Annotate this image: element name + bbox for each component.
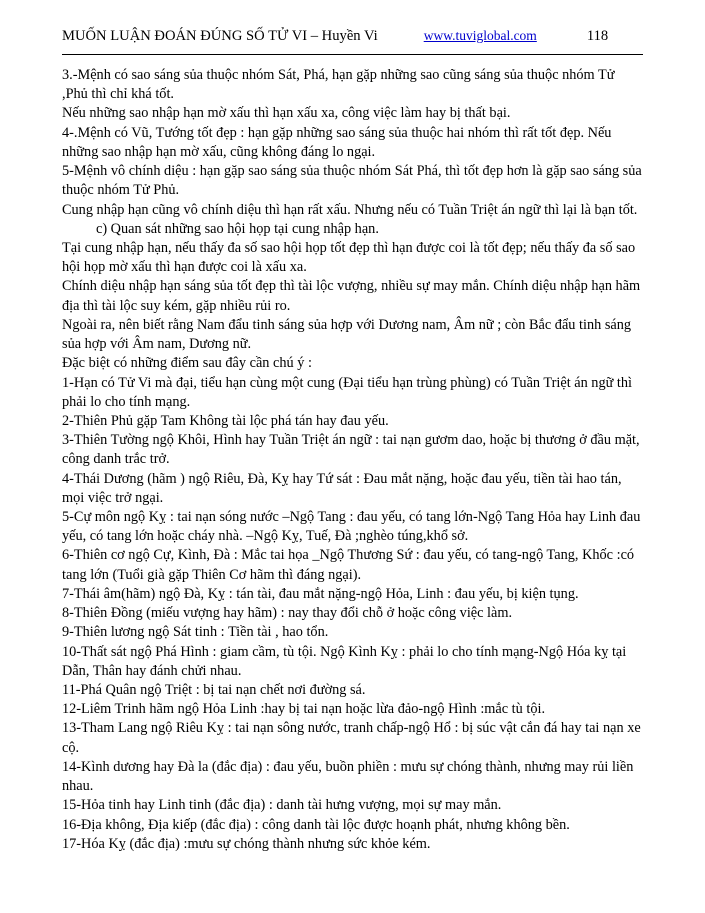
page-header (62, 20, 643, 45)
paragraph: 1-Hạn có Tử Vi mà đại, tiểu hạn cùng một cung (Đại tiểu hạn trùng phùng) có Tuần Triệt án ngữ thì phải lo cho tính mạng. (62, 374, 633, 410)
paragraph: 11-Phá Quân ngộ Triệt : bị tai nạn chết nơi đường sá. (62, 682, 366, 698)
paragraph: Tại cung nhập hạn, nếu thấy đa số sao hội họp tốt đẹp thì hạn được coi là tốt đẹp; nếu thấy đa số sao hội họp mờ xấu thì hạn được coi là xấu xa. (62, 239, 636, 276)
paragraph: 5-Mệnh vô chính diệu : hạn gặp sao sáng sủa thuộc nhóm Sát Phá, thì tốt đẹp hơn là gặp sao sáng sủa thuộc nhóm Tử Phủ. (62, 163, 642, 199)
paragraph: 14-Kình dương hay Đà la (đắc địa) : đau yếu, buồn phiền : mưu sự chóng thành, nhưng may rủi liền nhau. (62, 758, 634, 795)
paragraph: 2-Thiên Phủ gặp Tam Không tài lộc phá tán hay đau yếu. (62, 412, 389, 429)
header-website-link[interactable]: www.tuviglobal.com (423, 28, 537, 43)
paragraph: Đặc biệt có những điểm sau đây cần chú ý : (62, 355, 312, 372)
paragraph: 10-Thất sát ngộ Phá Hình : giam cầm, tù tội. Ngộ Kình Kỵ : phải lo cho tính mạng-Ngộ Hóa kỵ tại Dẫn, Thân hay đánh chửi nhau. (62, 643, 627, 679)
paragraph: Ngoài ra, nên biết rằng Nam đẩu tinh sáng sủa hợp với Dương nam, Âm nữ ; còn Bắc đẩu tinh sáng sủa hợp với Âm nam, Dương nữ. (62, 316, 632, 353)
paragraph: Nếu những sao nhập hạn mờ xấu thì hạn xấu xa, công việc làm hay bị thất bại. (62, 105, 511, 122)
paragraph: 16-Địa không, Địa kiếp (đắc địa) : công danh tài lộc được hoạnh phát, nhưng không bền. (62, 816, 570, 833)
paragraph: 8-Thiên Đồng (miếu vượng hay hãm) : nay thay đổi chỗ ở hoặc công việc làm. (62, 605, 513, 622)
paragraph: Chính diệu nhập hạn sáng sủa tốt đẹp thì tài lộc vượng, nhiều sự may mắn. Chính diệu nhập hạn hãm địa thì tài lộc suy kém, gặp nhiều rủi ro. (62, 278, 641, 314)
paragraph: 3.-Mệnh có sao sáng sủa thuộc nhóm Sát, Phá, hạn gặp những sao cũng sáng sủa thuộc nhóm Tử ,Phủ thì chỉ khá tốt. (62, 67, 615, 103)
paragraph: 6-Thiên cơ ngộ Cự, Kình, Đà : Mắc tai họa _Ngộ Thương Sứ : đau yếu, có tang-ngộ Tang, Khốc :có tang lớn (Tuổi già gặp Thiên Cơ hãm thì đáng ngại). (62, 547, 635, 583)
paragraph: 12-Liêm Trinh hãm ngộ Hỏa Linh :hay bị tai nạn hoặc lừa đảo-ngộ Hình :mắc tù tội. (62, 701, 546, 718)
paragraph-sub-item-c: c) Quan sát những sao hội họp tại cung nhập hạn. (96, 220, 379, 237)
page-number: 118 (586, 28, 609, 44)
paragraph: 17-Hóa Kỵ (đắc địa) :mưu sự chóng thành nhưng sức khỏe kém. (62, 835, 431, 852)
paragraph: 4-Thái Dương (hãm ) ngộ Riêu, Đà, Kỵ hay Tứ sát : Đau mắt nặng, hoặc đau yếu, tiền tài hao tán, mọi việc trở ngại. (62, 470, 622, 506)
paragraph: 4-.Mệnh có Vũ, Tướng tốt đẹp : hạn gặp những sao sáng sủa thuộc hai nhóm thì rất tốt đẹp. Nếu những sao nhập hạn mờ xấu, cũng không đáng lo ngại. (62, 124, 612, 160)
paragraph: 7-Thái âm(hãm) ngộ Đà, Kỵ : tán tài, đau mắt nặng-ngộ Hỏa, Linh : đau yếu, bị kiện tụng. (62, 585, 579, 602)
paragraph: 5-Cự môn ngộ Kỵ : tai nạn sóng nước –Ngộ Tang : đau yếu, có tang lớn-Ngộ Tang Hỏa hay Linh đau yếu, có tang lớn hoặc cháy nhà. –Ngộ Kỵ, Tuế, Đà ;nghèo túng,khổ sở. (62, 509, 641, 545)
paragraph: 3-Thiên Tường ngộ Khôi, Hình hay Tuần Triệt án ngữ : tai nạn gươm dao, hoặc bị thương ở đầu mặt, công danh trắc trở. (62, 432, 640, 468)
paragraph: Cung nhập hạn cũng vô chính diệu thì hạn rất xấu. Nhưng nếu có Tuần Triệt án ngữ thì lại là bạn tốt. (62, 201, 638, 218)
paragraph: 9-Thiên lương ngộ Sát tinh : Tiền tài , hao tổn. (62, 624, 329, 641)
header-divider (62, 54, 643, 55)
header-title: MUỐN LUẬN ĐOÁN ĐÚNG SỐ TỬ VI – Huyền Vi (62, 28, 378, 44)
paragraph: 13-Tham Lang ngộ Riêu Kỵ : tai nạn sông nước, tranh chấp-ngộ Hổ : bị súc vật cắn đá hay tai nạn xe cộ. (62, 720, 641, 756)
document-body (62, 66, 643, 854)
paragraph: 15-Hỏa tinh hay Linh tinh (đắc địa) : danh tài hưng vượng, mọi sự may mắn. (62, 797, 502, 814)
